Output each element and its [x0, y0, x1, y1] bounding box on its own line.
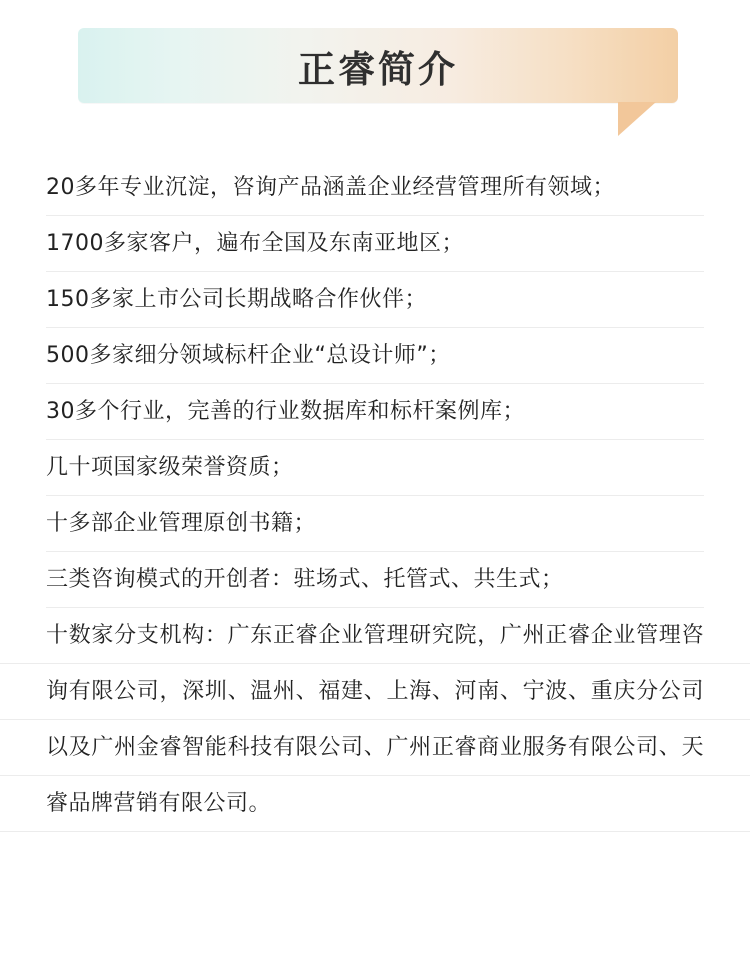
branches-paragraph-text: 十数家分支机构：广东正睿企业管理研究院，广州正睿企业管理咨询有限公司，深圳、温州、福建、上海、河南、宁波、重庆分公司以及广州金睿智能科技有限公司、广州正睿商业服务有限公司、天睿品牌营销有限公司。: [46, 623, 704, 816]
banner-tail-shape: [618, 102, 656, 136]
header-banner: [78, 28, 678, 103]
list-item: 三类咨询模式的开创者：驻场式、托管式、共生式；: [0, 552, 750, 608]
content-list: [0, 160, 750, 832]
list-item: 30多个行业，完善的行业数据库和标杆案例库；: [0, 384, 750, 440]
list-item: 十多部企业管理原创书籍；: [0, 496, 750, 552]
list-item: 1700多家客户，遍布全国及东南亚地区；: [0, 216, 750, 272]
list-item: 150多家上市公司长期战略合作伙伴；: [0, 272, 750, 328]
list-item: 几十项国家级荣誉资质；: [0, 440, 750, 496]
page-title: 正睿简介: [298, 47, 458, 91]
list-item: 500多家细分领域标杆企业“总设计师”；: [0, 328, 750, 384]
branches-paragraph: [0, 608, 750, 832]
list-item: 20多年专业沉淀，咨询产品涵盖企业经营管理所有领域；: [0, 160, 750, 216]
